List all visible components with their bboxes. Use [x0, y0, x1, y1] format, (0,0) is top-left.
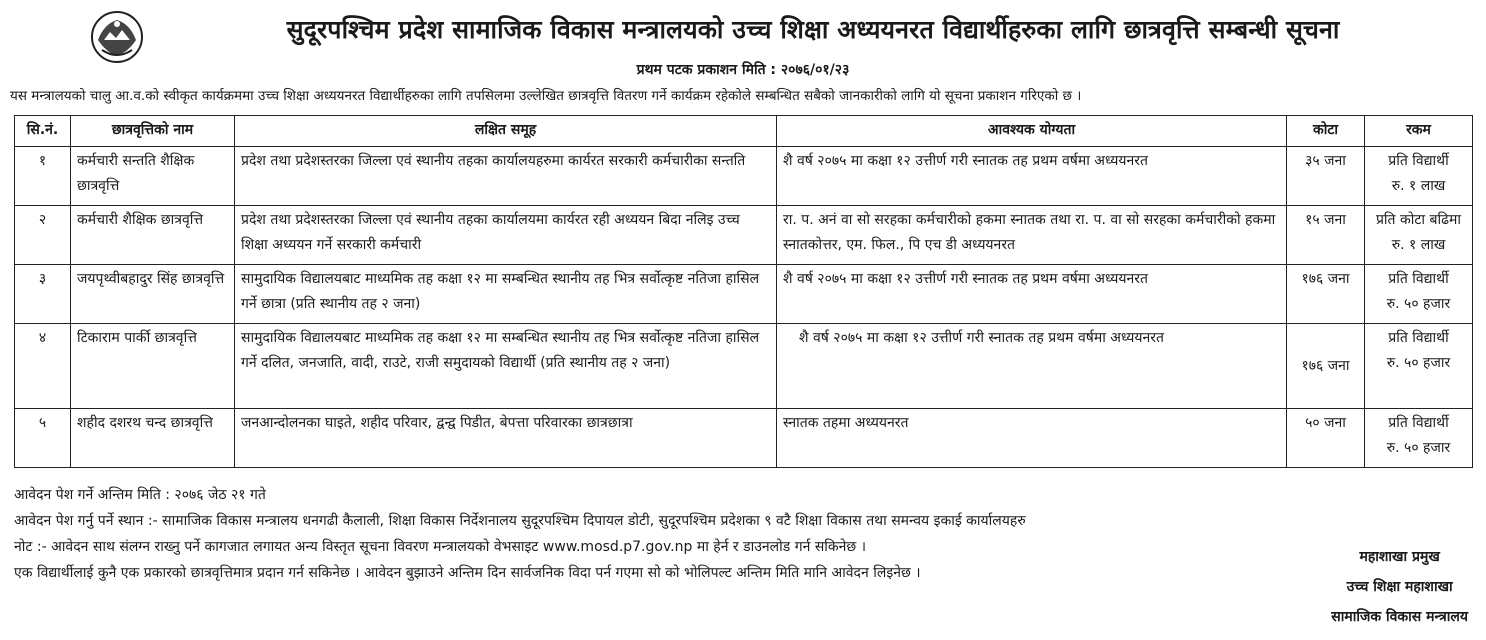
table-row — [15, 265, 1473, 324]
table-row — [15, 147, 1473, 206]
notice-header — [0, 0, 1486, 58]
nepal-government-emblem-icon — [90, 10, 144, 64]
scholarship-table — [14, 115, 1473, 468]
submission-place-text: आवेदन पेश गर्नु पर्ने स्थान :- सामाजिक विकास मन्त्रालय धनगढी कैलाली, शिक्षा विकास निर्देशनालय सुदूरपश्चिम दिपायल डोटी, सुदूरपश्चिम प्रदेशका ९ वटै शिक्षा विकास तथा समन्वय इकाई कार्यालयहरु — [14, 513, 1026, 529]
cell-sn: ४ — [15, 324, 71, 409]
website-note-text: नोट :- आवेदन साथ संलग्न राख्नु पर्ने कागजात लगायत अन्य विस्तृत सूचना विवरण मन्त्रालयको वेभसाइट www.mosd.p7.gov.np मा हेर्न र डाउनलोड गर्न सकिनेछ । — [14, 539, 866, 555]
signature-block — [1331, 542, 1468, 632]
cell-name: कर्मचारी सन्तति शैक्षिक छात्रवृत्ति — [71, 147, 235, 206]
cell-sn: ३ — [15, 265, 71, 324]
amount-value: रु. १ लाख — [1391, 178, 1446, 194]
cell-qualification: शै वर्ष २०७५ मा कक्षा १२ उत्तीर्ण गरी स्नातक तह प्रथम वर्षमा अध्ययनरत — [777, 324, 1287, 409]
cell-qualification: स्नातक तहमा अध्ययनरत — [777, 409, 1287, 468]
signatory-title: महाशाखा प्रमुख — [1359, 549, 1440, 565]
cell-amount — [1365, 324, 1473, 409]
cell-qualification: शै वर्ष २०७५ मा कक्षा १२ उत्तीर्ण गरी स्नातक तह प्रथम वर्षमा अध्ययनरत — [777, 147, 1287, 206]
cell-target: प्रदेश तथा प्रदेशस्तरका जिल्ला एवं स्थानीय तहका कार्यालयहरुमा कार्यरत सरकारी कर्मचारीका सन्तति — [235, 147, 777, 206]
cell-quota: १७६ जना — [1287, 265, 1365, 324]
cell-quota: १५ जना — [1287, 206, 1365, 265]
amount-basis: प्रति विद्यार्थी — [1388, 271, 1449, 287]
amount-basis: प्रति विद्यार्थी — [1388, 415, 1449, 431]
header-quota: कोटा — [1287, 116, 1365, 147]
table-row — [15, 324, 1473, 409]
cell-qualification: रा. प. अनं वा सो सरहका कर्मचारीको हकमा स्नातक तथा रा. प. वा सो सरहका कर्मचारीको हकमा स्नातकोत्तर, एम. फिल., पि एच डी अध्ययनरत — [777, 206, 1287, 265]
cell-name: कर्मचारी शैक्षिक छात्रवृत्ति — [71, 206, 235, 265]
table-header-row — [15, 116, 1473, 147]
cell-amount — [1365, 206, 1473, 265]
table-row — [15, 409, 1473, 468]
amount-basis: प्रति कोटा बढिमा — [1375, 212, 1462, 228]
cell-amount — [1365, 147, 1473, 206]
header-qualification: आवश्यक योग्यता — [777, 116, 1287, 147]
cell-quota: ५० जना — [1287, 409, 1365, 468]
cell-target: सामुदायिक विद्यालयबाट माध्यमिक तह कक्षा १२ मा सम्बन्धित स्थानीय तह भित्र सर्वोत्कृष्ट नतिजा हासिल गर्ने दलित, जनजाति, वादी, राउटे, राजी समुदायको विद्यार्थी (प्रति स्थानीय तह २ जना) — [235, 324, 777, 409]
cell-quota: १७६ जना — [1287, 324, 1365, 409]
rule-text: एक विद्यार्थीलाई कुनै एक प्रकारको छात्रवृत्तिमात्र प्रदान गर्न सकिनेछ । आवेदन बुझाउने अन्तिम दिन सार्वजनिक विदा पर्न गएमा सो को भोलिपल्ट अन्तिम मिति मानि आवेदन लिइनेछ । — [14, 565, 921, 581]
cell-amount — [1365, 265, 1473, 324]
cell-sn: १ — [15, 147, 71, 206]
cell-amount — [1365, 409, 1473, 468]
amount-basis: प्रति विद्यार्थी — [1388, 330, 1449, 346]
signatory-ministry: सामाजिक विकास मन्त्रालय — [1331, 609, 1468, 625]
cell-target: सामुदायिक विद्यालयबाट माध्यमिक तह कक्षा १२ मा सम्बन्धित स्थानीय तह भित्र सर्वोत्कृष्ट नतिजा हासिल गर्ने छात्रा (प्रति स्थानीय तह २ जना) — [235, 265, 777, 324]
deadline-text: आवेदन पेश गर्ने अन्तिम मिति : २०७६ जेठ २१ गते — [14, 487, 266, 503]
header-name: छात्रवृत्तिको नाम — [71, 116, 235, 147]
footer-notes — [14, 482, 1474, 586]
cell-quota: ३५ जना — [1287, 147, 1365, 206]
header-amount: रकम — [1365, 116, 1473, 147]
cell-target: प्रदेश तथा प्रदेशस्तरका जिल्ला एवं स्थानीय तहका कार्यालयमा कार्यरत रही अध्ययन बिदा नलिइ उच्च शिक्षा अध्ययन गर्ने सरकारी कर्मचारी — [235, 206, 777, 265]
signatory-division: उच्च शिक्षा महाशाखा — [1346, 579, 1453, 595]
amount-value: रु. ५० हजार — [1386, 355, 1451, 371]
cell-name: शहीद दशरथ चन्द छात्रवृत्ति — [71, 409, 235, 468]
cell-target: जनआन्दोलनका घाइते, शहीद परिवार, द्वन्द्व पिडीत, बेपत्ता परिवारका छात्रछात्रा — [235, 409, 777, 468]
page-title: सुदूरपश्चिम प्रदेश सामाजिक विकास मन्त्रालयको उच्च शिक्षा अध्ययनरत विद्यार्थीहरुका लागि छात्रवृत्ति सम्बन्धी सूचना — [286, 15, 1340, 44]
cell-qualification: शै वर्ष २०७५ मा कक्षा १२ उत्तीर्ण गरी स्नातक तह प्रथम वर्षमा अध्ययनरत — [777, 265, 1287, 324]
amount-value: रु. ५० हजार — [1386, 296, 1451, 312]
intro-text: यस मन्त्रालयको चालु आ.व.को स्वीकृत कार्यक्रममा उच्च शिक्षा अध्ययनरत विद्यार्थीहरुका लागि तपसिलमा उल्लेखित छात्रवृत्ति वितरण गर्ने कार्यक्रम रहेकोले सम्बन्धित सबैको जानकारीको लागि यो सूचना प्रकाशन गरिएको छ । — [10, 88, 1082, 104]
cell-sn: ५ — [15, 409, 71, 468]
table-row — [15, 206, 1473, 265]
cell-name: टिकाराम पार्की छात्रवृत्ति — [71, 324, 235, 409]
amount-basis: प्रति विद्यार्थी — [1388, 153, 1449, 169]
header-sn: सि.नं. — [15, 116, 71, 147]
publication-date: प्रथम पटक प्रकाशन मिति : २०७६/०१/२३ — [636, 62, 850, 78]
cell-sn: २ — [15, 206, 71, 265]
amount-value: रु. १ लाख — [1391, 237, 1446, 253]
cell-name: जयपृथ्वीबहादुर सिंह छात्रवृत्ति — [71, 265, 235, 324]
amount-value: रु. ५० हजार — [1386, 440, 1451, 456]
header-target: लक्षित समूह — [235, 116, 777, 147]
